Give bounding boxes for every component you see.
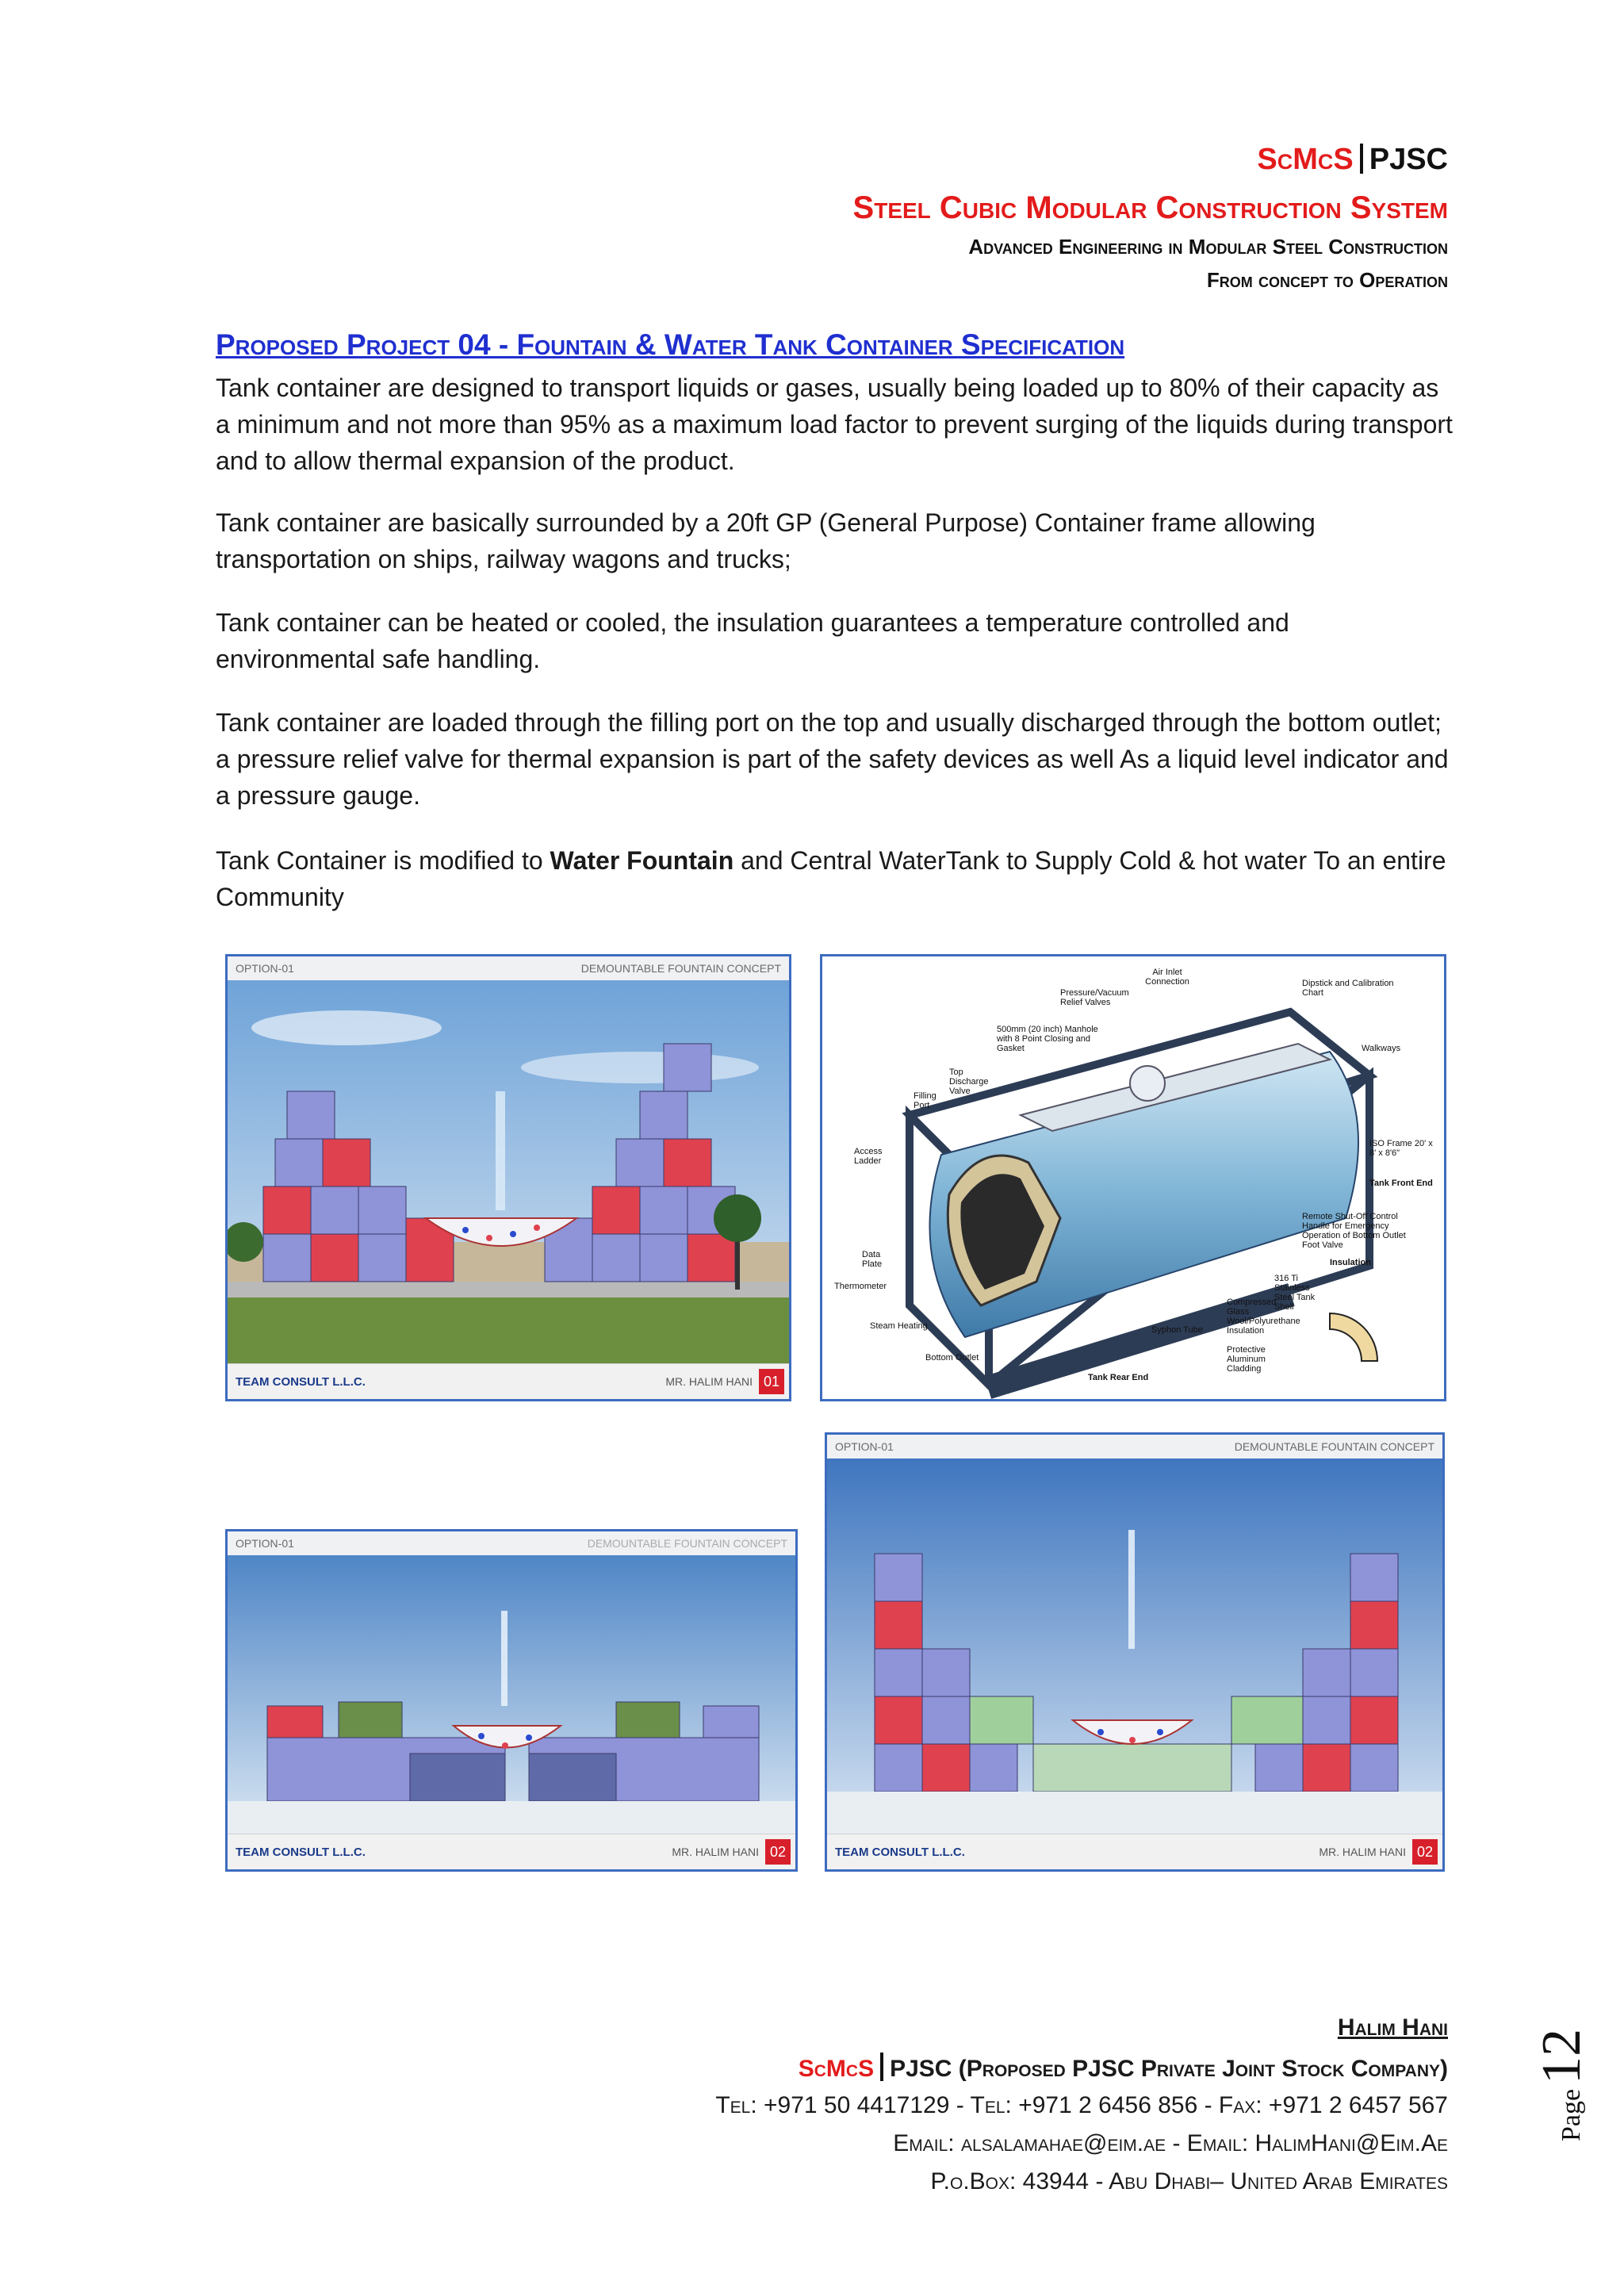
footer-divider xyxy=(880,2053,883,2081)
figure-1-company: TEAM CONSULT L.L.C. xyxy=(236,1374,366,1389)
figure-1-number: 01 xyxy=(759,1369,784,1394)
label-manhole: 500mm (20 inch) Manhole with 8 Point Closing and Gasket xyxy=(997,1025,1098,1053)
header-subtitle-2: From concept to Operation xyxy=(1206,268,1448,292)
label-pressure-vacuum: Pressure/Vacuum Relief Valves xyxy=(1060,988,1129,1007)
footer-company xyxy=(799,2053,1448,2083)
figure-fountain-elevation-1 xyxy=(225,1529,798,1872)
label-steam-heating: Steam Heating xyxy=(870,1321,928,1331)
figure-1-footer xyxy=(228,1363,789,1399)
header-brand-prefix: ScMcS xyxy=(1257,143,1354,176)
label-rear-end: Tank Rear End xyxy=(1088,1373,1149,1382)
label-iso-frame: ISO Frame 20' x 8' x 8'6" xyxy=(1369,1139,1433,1158)
paragraph-5-start: Tank Container is modified to xyxy=(216,846,550,875)
footer-company-prefix: ScMcS xyxy=(798,2056,875,2082)
figure-4-company: TEAM CONSULT L.L.C. xyxy=(835,1845,965,1859)
figure-3-option: OPTION-01 xyxy=(236,1537,294,1550)
footer-emails: Email: alsalamahae@eim.ae - Email: HalimHani@Eim.Ae xyxy=(893,2130,1448,2156)
tank-diagram-drawing xyxy=(822,956,1444,1399)
figure-4-rendering xyxy=(827,1458,1442,1834)
paragraph-2: Tank container are basically surrounded by a 20ft GP (General Purpose) Container frame allowing transportation on ships, railway wagons and trucks; xyxy=(216,508,1316,573)
label-front-end: Tank Front End xyxy=(1369,1179,1433,1188)
footer-company-suffix: PJSC (Proposed PJSC Private Joint Stock Company) xyxy=(890,2056,1448,2082)
figure-1-header xyxy=(228,956,789,980)
footer-address: P.o.Box: 43944 - Abu Dhabi– United Arab Emirates xyxy=(930,2168,1448,2194)
paragraph-3: Tank container can be heated or cooled, the insulation guarantees a temperature controlled and environmental safe handling. xyxy=(216,608,1289,673)
label-dipstick: Dipstick and Calibration Chart xyxy=(1302,979,1394,998)
figure-3-rendering xyxy=(228,1555,795,1834)
page-number-value: 12 xyxy=(1531,2028,1592,2084)
label-top-discharge: Top Discharge Valve xyxy=(949,1068,989,1096)
label-glass-wool: Compressed Glass Wool/Polyurethane Insulation xyxy=(1227,1297,1300,1336)
paragraph-5-bold: Water Fountain xyxy=(550,846,734,875)
header-subtitle-1: Advanced Engineering in Modular Steel Construction xyxy=(968,235,1448,259)
label-air-inlet: Air Inlet Connection xyxy=(1145,968,1189,987)
label-walkways: Walkways xyxy=(1362,1044,1401,1053)
figure-1-rendering xyxy=(228,980,789,1366)
label-bottom-outlet: Bottom Outlet xyxy=(925,1353,979,1363)
page-number xyxy=(1530,2014,1594,2141)
figure-fountain-elevation-2 xyxy=(825,1432,1445,1872)
footer-name: Halim Hani xyxy=(1337,2014,1448,2041)
figure-4-option: OPTION-01 xyxy=(835,1440,894,1453)
label-access-ladder: Access Ladder xyxy=(854,1147,883,1166)
label-insulation: Insulation xyxy=(1330,1258,1371,1267)
label-data-plate: Data Plate xyxy=(862,1250,883,1269)
figure-4-concept: DEMOUNTABLE FOUNTAIN CONCEPT xyxy=(1234,1440,1434,1453)
header-brand xyxy=(1257,143,1448,177)
figure-3-company: TEAM CONSULT L.L.C. xyxy=(236,1845,366,1859)
figure-1-author: MR. HALIM HANI xyxy=(665,1375,753,1388)
paragraph-1: Tank container are designed to transport liquids or gases, usually being loaded up to 80% of their capacity as a minimum and not more than 95% as a maximum load factor to prevent surging of the liquids during transport and to allow thermal expansion of the product. xyxy=(216,374,1453,475)
figure-4-header xyxy=(827,1435,1442,1458)
figure-3-header xyxy=(228,1531,795,1555)
figure-4-author: MR. HALIM HANI xyxy=(1319,1846,1406,1858)
figure-4-number: 02 xyxy=(1412,1839,1438,1865)
header-brand-suffix: PJSC xyxy=(1369,143,1448,176)
section-heading: Proposed Project 04 - Fountain & Water Tank Container Specification xyxy=(216,328,1125,361)
label-steel-shell: 316 Ti Stainless Steel Tank Shell xyxy=(1274,1274,1316,1312)
paragraph-5 xyxy=(216,842,1453,915)
figure-1-option: OPTION-01 xyxy=(236,962,294,975)
footer-phones: Tel: +971 50 4417129 - Tel: +971 2 6456 856 - Fax: +971 2 6457 567 xyxy=(715,2092,1448,2118)
figure-3-author: MR. HALIM HANI xyxy=(672,1846,759,1858)
figure-4-footer xyxy=(827,1834,1442,1869)
label-thermometer: Thermometer xyxy=(834,1282,887,1291)
label-filling-port: Filling Port xyxy=(914,1091,936,1110)
figure-3-footer xyxy=(228,1834,795,1869)
paragraph-5-end: and Central WaterTank to Supply Cold & hot water To an entire Community xyxy=(216,846,1446,911)
paragraph-4: Tank container are loaded through the filling port on the top and usually discharged through the bottom outlet; a pressure relief valve for thermal expansion is part of the safety devices as well As a liquid level indicator and a pressure gauge. xyxy=(216,708,1449,810)
label-cladding: Protective Aluminum Cladding xyxy=(1227,1345,1266,1374)
figure-3-concept: DEMOUNTABLE FOUNTAIN CONCEPT xyxy=(587,1537,787,1550)
figure-tank-container-diagram xyxy=(820,954,1446,1401)
figure-1-concept: DEMOUNTABLE FOUNTAIN CONCEPT xyxy=(580,962,781,975)
page-label: Page xyxy=(1557,2088,1586,2141)
figure-fountain-perspective xyxy=(225,954,791,1401)
header-divider xyxy=(1360,144,1363,174)
label-shutoff: Remote Shut-Off Control Handle for Emergency Operation of Bottom Outlet Foot Valve xyxy=(1302,1212,1406,1250)
figure-3-number: 02 xyxy=(765,1839,791,1865)
label-siphon: Syphon Tube xyxy=(1151,1325,1203,1335)
header-title: Steel Cubic Modular Construction System xyxy=(852,190,1448,225)
